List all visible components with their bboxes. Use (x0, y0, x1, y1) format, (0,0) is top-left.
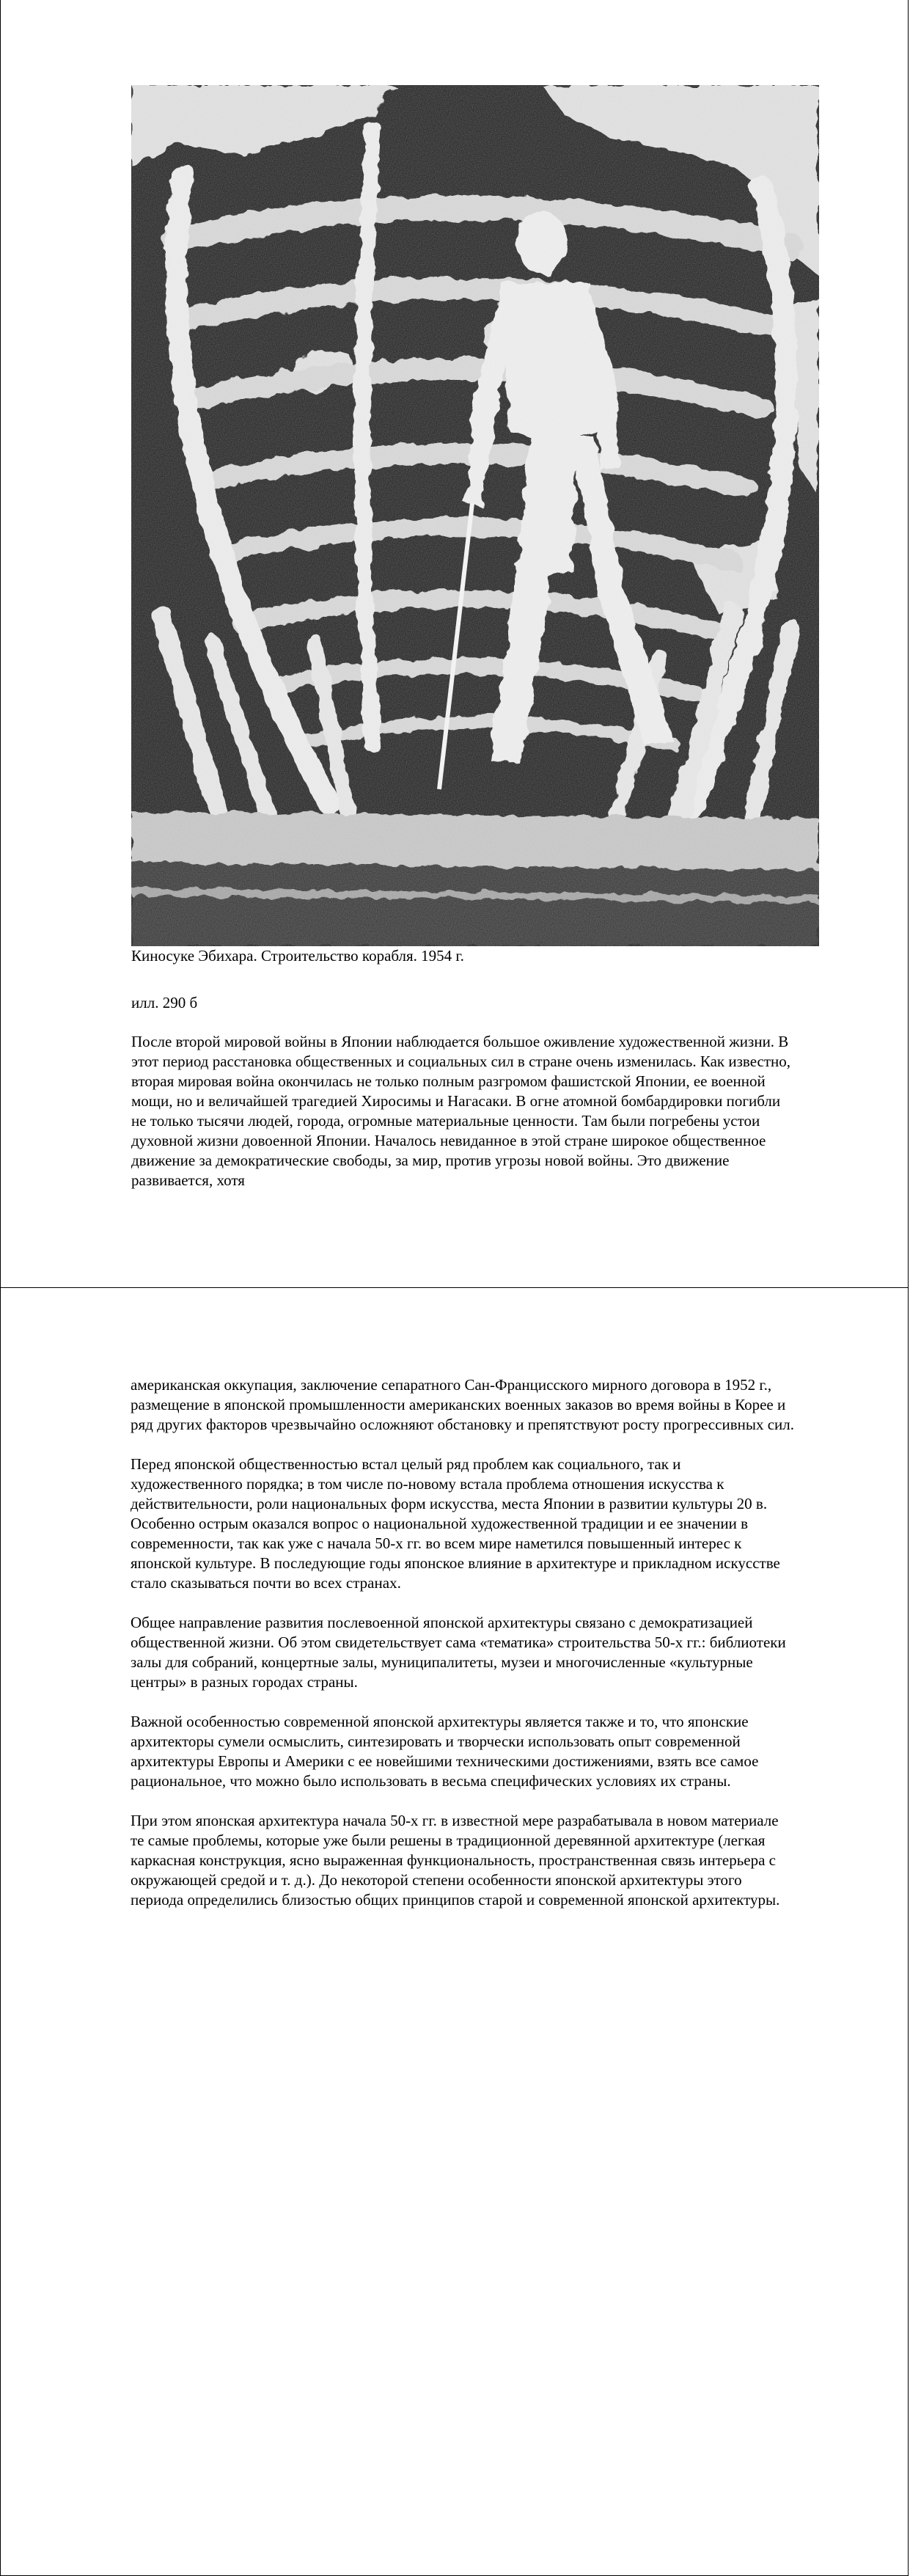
body-paragraph: После второй мировой войны в Японии наблюдается большое оживление художественной жизни. В этот период расстановка общественных и социальных сил в стране очень изменилась. Как известно, вторая мировая война окончилась не только полным разгромом фашистской Японии, ее военной мощи, но и величайшей трагедией Хиросимы и Нагасаки. В огне атомной бомбардировки погибли не только тысячи людей, города, огромные материальные ценности. Там были погребены устои духовной жизни довоенной Японии. Началось невиданное в этой стране широкое общественное движение за демократические свободы, за мир, против угрозы новой войны. Это движение развивается, хотя (131, 1033, 791, 1189)
ship-building-illustration (131, 85, 819, 946)
page-1 (0, 0, 909, 1288)
body-paragraph: При этом японская архитектура начала 50-х гг. в известной мере разрабатывала в новом материале те самые проблемы, которые уже были решены в традиционной деревянной архитектуре (легкая каркасная конструкция, ясно выраженная функциональность, пространственная связь интерьера с окружающей средой и т. д.). До некоторой степени особенности японской архитектуры этого периода определились близостью общих принципов старой и современной японской архитектуры. (131, 1812, 780, 1909)
illustration-caption: Киносуке Эбихара. Строительство корабля. 1954 г. (131, 947, 464, 965)
body-paragraph: Важной особенностью современной японской архитектуры является также и то, что японские архитекторы сумели осмыслить, синтезировать и творчески использовать опыт современной архитектуры Европы и Америки с ее новейшими техническими достижениями, взять все самое рациональное, что можно было использовать в весьма специфических условиях их страны. (131, 1713, 759, 1790)
body-paragraph: Перед японской общественностью встал целый ряд проблем как социального, так и художественного порядка; в том числе по-новому встала проблема отношения искусства к действительности, роли национальных форм искусства, места Японии в развитии культуры 20 в. Особенно острым оказался вопрос о национальной художественной традиции и ее значении в современности, так как уже с начала 50-х гг. во всем мире наметился повышенный интерес к японской культуре. В последующие годы японское влияние в архитектуре и прикладном искусстве стало сказываться почти во всех странах. (131, 1455, 780, 1592)
body-paragraph: американская оккупация, заключение сепаратного Сан-Францисского мирного договора в 1952 г., размещение в японской промышленности американских военных заказов во время войны в Корее и ряд других факторов чрезвычайно осложняют обстановку и препятствуют росту прогрессивных сил. (131, 1376, 794, 1433)
page-2-text (131, 1375, 794, 1930)
body-paragraph: Общее направление развития послевоенной японской архитектуры связано с демократизацией общественной жизни. Об этом свидетельствует сама «тематика» строительства 50-х гг.: библиотеки залы для собраний, концертные залы, муниципалитеты, музеи и многочисленные «культурные центры» в разных городах страны. (131, 1614, 786, 1691)
illustration-number: илл. 290 б (131, 994, 198, 1011)
